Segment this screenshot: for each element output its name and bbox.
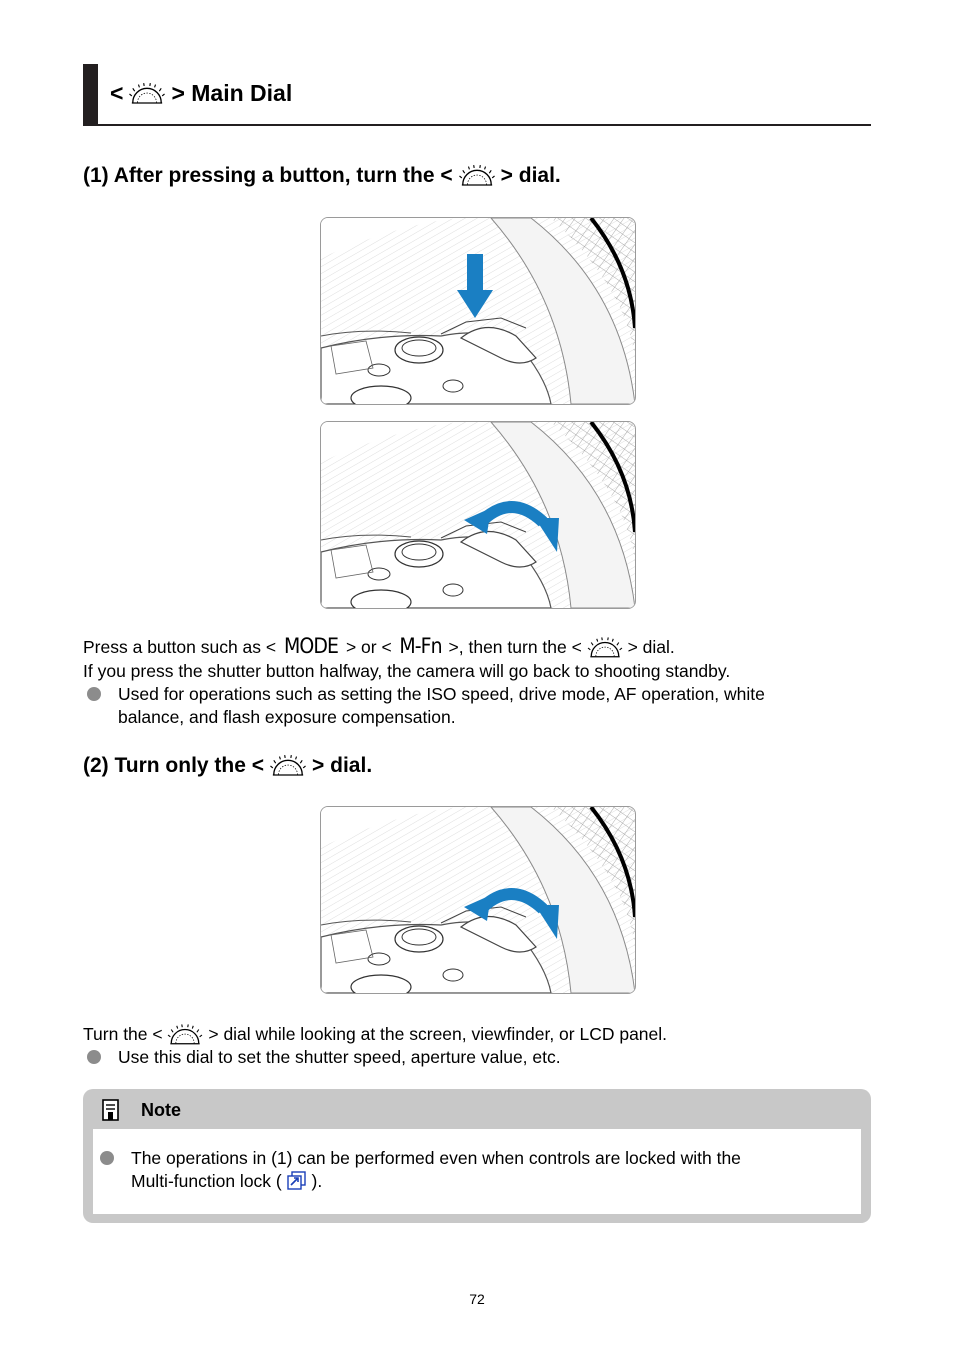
note-line2-prefix: Multi-function lock (	[131, 1171, 282, 1191]
figure-turn-dial-after-press	[320, 421, 636, 609]
step1-heading-prefix: (1) After pressing a button, turn the <	[83, 164, 453, 187]
step1-bullet-line1: Used for operations such as setting the ISO speed, drive mode, AF operation, white	[118, 684, 765, 704]
note-line2-suffix: ).	[311, 1171, 323, 1191]
section-title-block	[83, 64, 871, 126]
step2-text-suffix: > dial while looking at the screen, viewfinder, or LCD panel.	[208, 1024, 668, 1044]
title-prefix: <	[110, 80, 124, 106]
step2-heading-suffix: > dial.	[312, 754, 373, 777]
note-line1: The operations in (1) can be performed even when controls are locked with the	[131, 1148, 741, 1168]
step2-text-prefix: Turn the <	[83, 1024, 163, 1044]
step2-heading-prefix: (2) Turn only the <	[83, 754, 265, 777]
instruction-text-d: > dial.	[627, 637, 675, 657]
instruction-text-a: Press a button such as <	[83, 637, 277, 657]
camera-illustration	[321, 218, 635, 404]
figure-press-button	[320, 217, 636, 405]
note-title: Note	[141, 1100, 181, 1120]
step1-instruction	[83, 636, 675, 659]
mfn-button-icon: M-Fn	[398, 634, 442, 658]
bullet-dot	[87, 687, 101, 701]
bullet-dot	[87, 1050, 101, 1064]
step1-heading	[83, 164, 561, 188]
mode-button-icon: MODE	[283, 634, 339, 658]
page-link-icon[interactable]	[287, 1171, 307, 1191]
page-number: 72	[469, 1291, 485, 1307]
main-dial-icon	[270, 754, 306, 778]
step1-standby-note: If you press the shutter button halfway, the camera will go back to shooting standby.	[83, 661, 731, 681]
step1-bullet-line2: balance, and flash exposure compensation.	[118, 707, 456, 727]
bullet-dot	[100, 1151, 114, 1165]
note-content	[93, 1129, 861, 1214]
instruction-text-c: >, then turn the <	[448, 637, 582, 657]
main-dial-icon	[459, 164, 495, 188]
memo-icon	[101, 1098, 121, 1122]
step1-heading-suffix: > dial.	[500, 164, 561, 187]
step2-bullet: Use this dial to set the shutter speed, aperture value, etc.	[118, 1047, 561, 1067]
figure-turn-dial-only	[320, 806, 636, 994]
title-accent-bar	[83, 64, 98, 126]
main-dial-icon	[167, 1024, 203, 1046]
instruction-text-b: > or <	[345, 637, 392, 657]
note-line2	[131, 1170, 322, 1193]
step2-heading	[83, 754, 372, 778]
page-title	[110, 80, 292, 107]
main-dial-icon	[587, 637, 623, 659]
title-suffix: > Main Dial	[171, 80, 293, 106]
title-underline	[83, 124, 871, 126]
note-box	[83, 1089, 871, 1223]
main-dial-icon	[129, 82, 165, 106]
step2-instruction	[83, 1023, 667, 1046]
camera-illustration	[321, 422, 635, 608]
camera-illustration	[321, 807, 635, 993]
